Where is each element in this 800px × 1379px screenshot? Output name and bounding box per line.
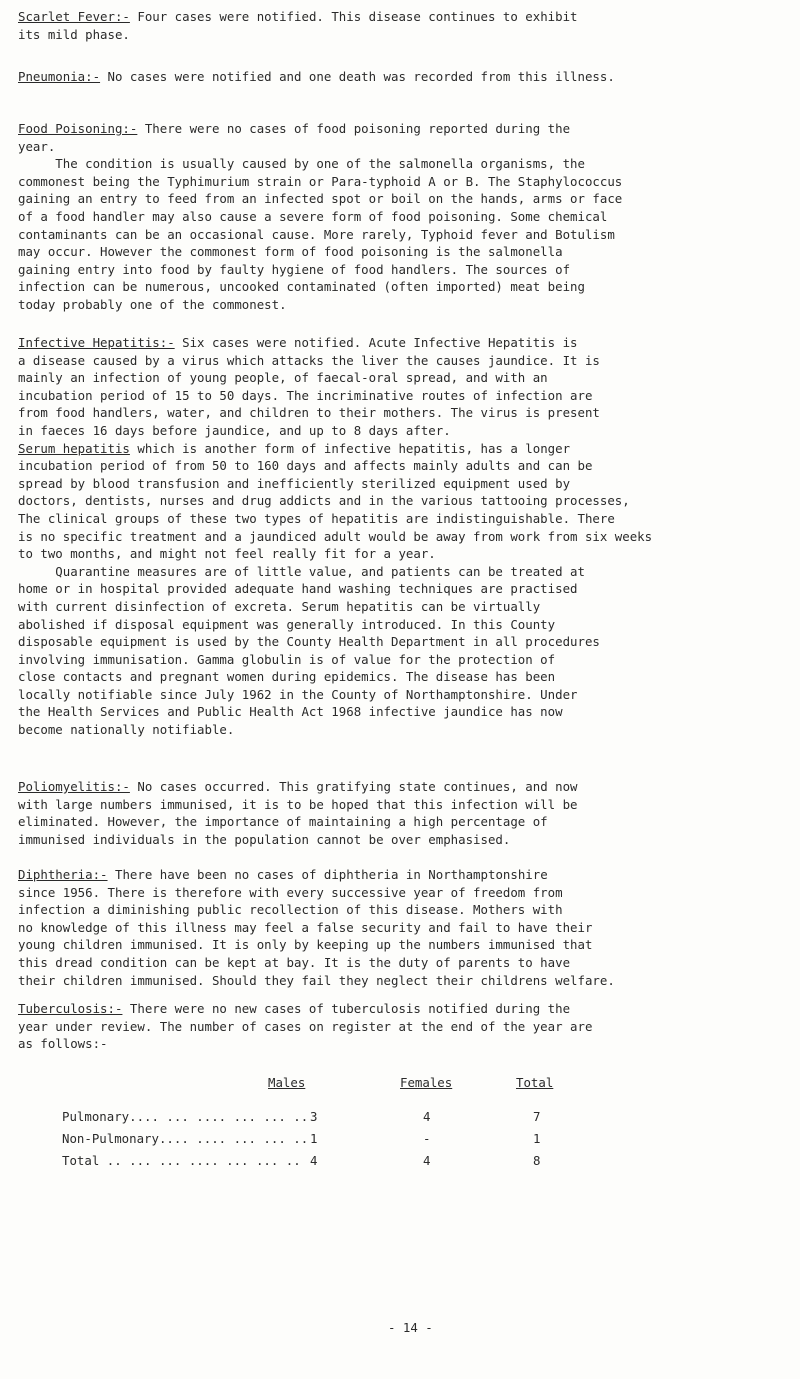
diphtheria-heading: Diphtheria:-	[18, 867, 108, 882]
text-line: doctors, dentists, nurses and drug addicts and in the various tattooing processes,	[18, 493, 630, 509]
page-number: - 14 -	[388, 1320, 433, 1335]
text-line: become nationally notifiable.	[18, 722, 235, 738]
section-tuberculosis	[18, 1000, 798, 1053]
text-line: Six cases were notified. Acute Infective Hepatitis is	[174, 335, 578, 350]
scarlet-fever-heading: Scarlet Fever:-	[18, 9, 130, 24]
text-line: home or in hospital provided adequate hand washing techniques are practised	[18, 581, 578, 597]
text-line: from food handlers, water, and children to their mothers. The virus is present	[18, 405, 600, 421]
text-line: eliminated. However, the importance of maintaining a high percentage of	[18, 814, 548, 830]
text-line: year under review. The number of cases on register at the end of the year are	[18, 1018, 593, 1034]
serum-hepatitis-heading: Serum hepatitis	[18, 440, 130, 456]
text-line: with large numbers immunised, it is to be hoped that this infection will be	[18, 796, 578, 812]
text-line: Quarantine measures are of little value, and patients can be treated at	[18, 563, 585, 579]
infective-hepatitis-heading: Infective Hepatitis:-	[18, 335, 175, 350]
text-line: Four cases were notified. This disease continues to exhibit	[129, 9, 578, 24]
text-line: disposable equipment is used by the County Health Department in all procedures	[18, 634, 600, 650]
total-value: 8	[533, 1153, 541, 1168]
row-label: Non-Pulmonary.... .... ... ... ..	[62, 1131, 309, 1146]
text-line: incubation period of 15 to 50 days. The incriminative routes of infection are	[18, 387, 593, 403]
tuberculosis-heading: Tuberculosis:-	[18, 1001, 123, 1016]
text-line: There have been no cases of diphtheria in Northamptonshire	[107, 867, 548, 882]
text-line: infection a diminishing public recollection of this disease. Mothers with	[18, 902, 563, 918]
text-line: No cases were notified and one death was recorded from this illness.	[100, 69, 615, 84]
total-value: 1	[533, 1131, 541, 1146]
text-line: year.	[18, 138, 56, 154]
text-line: a disease caused by a virus which attacks the liver the causes jaundice. It is	[18, 352, 600, 368]
text-line: No cases occurred. This gratifying state continues, and now	[129, 779, 578, 794]
text-line: involving immunisation. Gamma globulin is of value for the protection of	[18, 651, 556, 667]
text-line: The condition is usually caused by one of the salmonella organisms, the	[18, 156, 585, 172]
text-line: There were no new cases of tuberculosis notified during the	[122, 1001, 571, 1016]
males-value: 3	[310, 1109, 318, 1124]
section-scarlet-fever	[18, 8, 798, 43]
males-value: 1	[310, 1131, 318, 1146]
section-diphtheria	[18, 866, 798, 989]
females-value: -	[423, 1131, 431, 1146]
text-line: The clinical groups of these two types of hepatitis are indistinguishable. There	[18, 510, 615, 526]
section-infective-hepatitis	[18, 334, 798, 739]
total-value: 7	[533, 1109, 541, 1124]
row-label: Pulmonary.... ... .... ... ... ..	[62, 1109, 309, 1124]
females-value: 4	[423, 1153, 431, 1168]
row-label: Total .. ... ... .... ... ... ..	[62, 1153, 301, 1168]
text-line: today probably one of the commonest.	[18, 296, 287, 312]
text-line: the Health Services and Public Health Act 1968 infective jaundice has now	[18, 704, 563, 720]
text-line: mainly an infection of young people, of faecal-oral spread, and with an	[18, 370, 548, 386]
text-line: locally notifiable since July 1962 in the County of Northamptonshire. Under	[18, 686, 578, 702]
text-line: abolished if disposal equipment was generally introduced. In this County	[18, 616, 556, 632]
text-line: with current disinfection of excreta. Serum hepatitis can be virtually	[18, 598, 541, 614]
text-line: infection can be numerous, uncooked contaminated (often imported) meat being	[18, 279, 585, 295]
table-row	[18, 1130, 798, 1148]
header-males: Males	[268, 1075, 306, 1090]
text-line: spread by blood transfusion and inefficiently sterilized equipment used by	[18, 475, 571, 491]
text-line: gaining an entry to feed from an infected spot or boil on the hands, arms or face	[18, 191, 623, 207]
text-line: of a food handler may also cause a severe form of food poisoning. Some chemical	[18, 208, 608, 224]
text-line: is no specific treatment and a jaundiced adult would be away from work from six weeks	[18, 528, 653, 544]
text-line: which is another form of infective hepatitis, has a longer	[129, 440, 571, 456]
text-line: gaining entry into food by faulty hygiene of food handlers. The sources of	[18, 261, 571, 277]
text-line: to two months, and might not feel really fit for a year.	[18, 546, 436, 562]
text-line: their children immunised. Should they fail they neglect their childrens welfare.	[18, 972, 615, 988]
table-row	[18, 1152, 798, 1170]
males-value: 4	[310, 1153, 318, 1168]
section-poliomyelitis	[18, 778, 798, 848]
text-line: no knowledge of this illness may feel a false security and fail to have their	[18, 919, 593, 935]
text-line: contaminants can be an occasional cause. More rarely, Typhoid fever and Botulism	[18, 226, 615, 242]
table-row	[18, 1108, 798, 1126]
text-line: incubation period of from 50 to 160 days and affects mainly adults and can be	[18, 458, 593, 474]
pneumonia-heading: Pneumonia:-	[18, 69, 101, 84]
females-value: 4	[423, 1109, 431, 1124]
text-line: commonest being the Typhimurium strain or Para-typhoid A or B. The Staphylococcus	[18, 173, 623, 189]
text-line: this dread condition can be kept at bay. It is the duty of parents to have	[18, 954, 571, 970]
header-total: Total	[516, 1075, 554, 1090]
header-females: Females	[400, 1075, 453, 1090]
text-line: There were no cases of food poisoning reported during the	[137, 121, 571, 136]
text-line: since 1956. There is therefore with every successive year of freedom from	[18, 884, 563, 900]
text-line: close contacts and pregnant women during epidemics. The disease has been	[18, 669, 556, 685]
text-line: young children immunised. It is only by keeping up the numbers immunised that	[18, 937, 593, 953]
text-line: in faeces 16 days before jaundice, and up to 8 days after.	[18, 422, 451, 438]
poliomyelitis-heading: Poliomyelitis:-	[18, 779, 130, 794]
text-line: immunised individuals in the population cannot be over emphasised.	[18, 831, 511, 847]
section-food-poisoning	[18, 120, 798, 314]
food-poisoning-heading: Food Poisoning:-	[18, 121, 138, 136]
text-line: its mild phase.	[18, 26, 130, 42]
text-line: may occur. However the commonest form of food poisoning is the salmonella	[18, 244, 563, 260]
text-line: as follows:-	[18, 1036, 108, 1052]
section-pneumonia	[18, 68, 798, 86]
